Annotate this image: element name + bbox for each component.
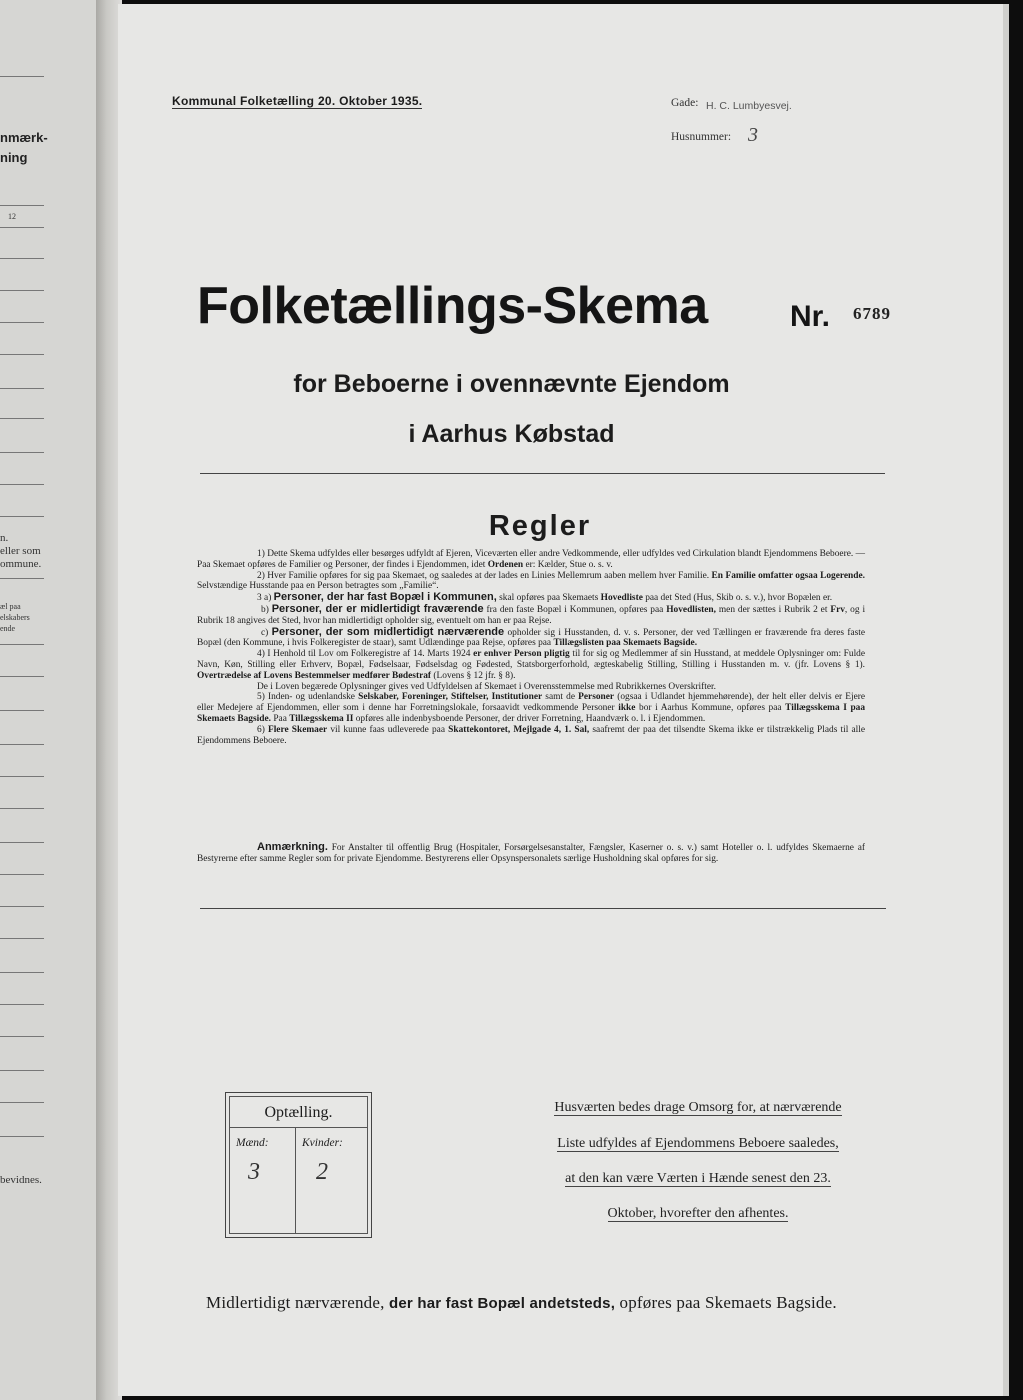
prev-rule (0, 452, 44, 453)
women-label: Kvinder: (302, 1137, 343, 1149)
divider-top (200, 473, 885, 474)
prev-rule (0, 354, 44, 355)
rule-6: 6) Flere Skemaer vil kunne faas udleverede paa Skattekontoret, Mejlgade 4, 1. Sal, saafremt der paa det tilsendte Skema ikke er tilstrækkelig Plads til alle Ejendommens Beboere. (197, 724, 866, 746)
footer-note: Midlertidigt nærværende, der har fast Bopæl andetsteds, opføres paa Skemaets Bagside. (206, 1293, 837, 1312)
prev-rule (0, 227, 44, 228)
form-title: Folketællings-Skema (197, 277, 708, 335)
remark-label: Anmærkning. (257, 841, 328, 853)
count-box-inner (229, 1096, 368, 1234)
prev-rule (0, 842, 44, 843)
prev-rule (0, 578, 44, 579)
house-number-label: Husnummer: (671, 131, 732, 143)
prev-rule (0, 710, 44, 711)
rule-1: 1) Dette Skema udfyldes eller besørges udfyldt af Ejeren, Viceværten eller andre Vedkommende, eller udfyldes ved Cirkulation blandt Ejendommens Beboere. — Paa Skemaet opføres de Familier og Personer, der findes i Ejendommen, idet Ordenen er: Kælder, Stue o. s. v. (197, 549, 865, 570)
count-divider (230, 1127, 367, 1128)
rules-text (197, 549, 865, 746)
prev-rule (0, 205, 44, 206)
women-value: 2 (316, 1159, 328, 1185)
rule-5: 5) Inden- og udenlandske Selskaber, Foreninger, Stiftelser, Institutioner samt de Personer (ogsaa i Udlandet hjemmehørende), der helt eller delvis er Ejere eller Medejere af Ejendommen, eller som i denne har Forretningslokale, forsaavidt vedkommende Personer ikke bor i Aarhus Kommune, opføres paa Tillægsskema I paa Skemaets Bagside. Paa Tillægsskema II opføres alle indenbysboende Personer, der driver Forretning, Haandværk o. l. i Ejendommen. (197, 692, 866, 724)
street-value: H. C. Lumbyesvej. (706, 100, 792, 112)
prev-rule (0, 1102, 44, 1103)
form-subtitle-1: for Beboerne i ovennævnte Ejendom (293, 370, 730, 398)
rule-3b: b) Personer, der er midlertidigt fraværende fra den faste Bopæl i Kommunen, opføres paa Hovedlisten, men der sættes i Rubrik 2 et Frv, og i Rubrik 18 angives det Sted, hvor han midlertidigt opholder sig, eventuelt om han er paa Rejse. (197, 602, 866, 626)
page-edge (1003, 4, 1009, 1396)
rule-3a: 3 a) Personer, der har fast Bopæl i Kommunen, skal opføres paa Skemaets Hovedliste paa det Sted (Hus, Skib o. s. v.), hvor Bopælen er. (257, 591, 833, 604)
street-label: Gade: (671, 97, 699, 109)
remark-text: For Anstalter til offentlig Brug (Hospitaler, Forsørgelsesanstalter, Fængsler, Kaserner o. s. v.) samt Hoteller o. l. udfyldes Skemaerne af Bestyrerne efter samme Regler som for private Ejendomme. Bestyrerens eller Opsynspersonalets særlige Husholdning skal opføres for sig. (197, 843, 865, 864)
prev-rule (0, 1036, 44, 1037)
men-label: Mænd: (236, 1137, 269, 1149)
notice-line-4: Oktober, hvorefter den afhentes. (607, 1206, 789, 1221)
prev-rule (0, 484, 44, 485)
prev-text-3: ommune. (0, 558, 42, 570)
prev-rule (0, 644, 44, 645)
prev-rule (0, 1070, 44, 1071)
men-value: 3 (248, 1159, 260, 1185)
prev-rule (0, 874, 44, 875)
notice-line-1: Husværten bedes drage Omsorg for, at nærværende (554, 1100, 842, 1115)
prev-rule (0, 972, 44, 973)
remark (197, 842, 865, 865)
count-box (225, 1092, 372, 1238)
form-subtitle-2: i Aarhus Købstad (408, 420, 615, 448)
rule-2: 2) Hver Familie opføres for sig paa Skemaet, og saaledes at der lades en Linies Mellemrum aaben mellem hver Familie. En Familie omfatter ogsaa Logerende. Selvstændige Husstande paa en Person betragtes som „Familie“. (197, 570, 865, 592)
previous-page-strip (0, 0, 100, 1400)
prev-rule (0, 808, 44, 809)
form-number-value: 6789 (853, 304, 891, 323)
prev-rule (0, 776, 44, 777)
prev-heading-1: nmærk- (0, 130, 48, 145)
prev-text-5: elskabers (0, 613, 30, 622)
count-divider (295, 1127, 296, 1233)
prev-rule (0, 938, 44, 939)
count-title: Optælling. (264, 1104, 333, 1121)
prev-rule (0, 258, 44, 259)
rule-3c: c) Personer, der som midlertidigt nærværende opholder sig i Husstanden, d. v. s. Personer, der ved Tællingen er fraværende fra deres faste Bopæl (den Kommune, i hvis Folkeregister de staar), samt Udlændinge paa Rejse, opføres paa Tillægslisten paa Skemaets Bagside. (197, 625, 866, 649)
rules-heading: Regler (488, 510, 592, 542)
prev-col-number: 12 (8, 212, 16, 221)
prev-rule (0, 76, 44, 77)
notice-line-3: at den kan være Værten i Hænde senest den 23. (565, 1171, 831, 1186)
prev-heading-2: ning (0, 150, 28, 165)
prev-rule (0, 322, 44, 323)
house-number-value: 3 (748, 124, 758, 146)
prev-rule (0, 418, 44, 419)
prev-text-4: æl paa (0, 602, 21, 611)
prev-text-2: eller som (0, 545, 41, 557)
form-number-label: Nr. (790, 300, 831, 333)
prev-rule (0, 744, 44, 745)
divider-bottom (200, 908, 886, 909)
prev-text-7: bevidnes. (0, 1174, 42, 1186)
prev-text-1: n. (0, 532, 9, 544)
notice-line-2: Liste udfyldes af Ejendommens Beboere saaledes, (557, 1136, 839, 1151)
prev-rule (0, 676, 44, 677)
prev-rule (0, 290, 44, 291)
prev-rule (0, 1004, 44, 1005)
census-title: Kommunal Folketælling 20. Oktober 1935. (172, 94, 423, 108)
rule-4-extra: De i Loven begærede Oplysninger gives ved Udfyldelsen af Skemaet i Overensstemmelse med Rubrikkernes Overskrifter. (257, 681, 716, 692)
prev-rule (0, 1136, 44, 1137)
rule-4: 4) I Henhold til Lov om Folkeregistre af 14. Marts 1924 er enhver Person pligtig til for sig og Medlemmer af sin Husstand, at meddele Oplysninger om: Fulde Navn, Køn, Stilling eller Erhverv, Bopæl, Fødselsaar, Fødselsdag og Fødested, Statsborgerforhold, ægteskabelig Stilling, Stilling i Husstanden m. v. (jfr. Lovens § 1). Overtrædelse af Lovens Bestemmelser medfører Bødestraf (Lovens § 12 jfr. § 8). (197, 649, 866, 681)
prev-rule (0, 906, 44, 907)
prev-text-6: ende (0, 624, 16, 633)
